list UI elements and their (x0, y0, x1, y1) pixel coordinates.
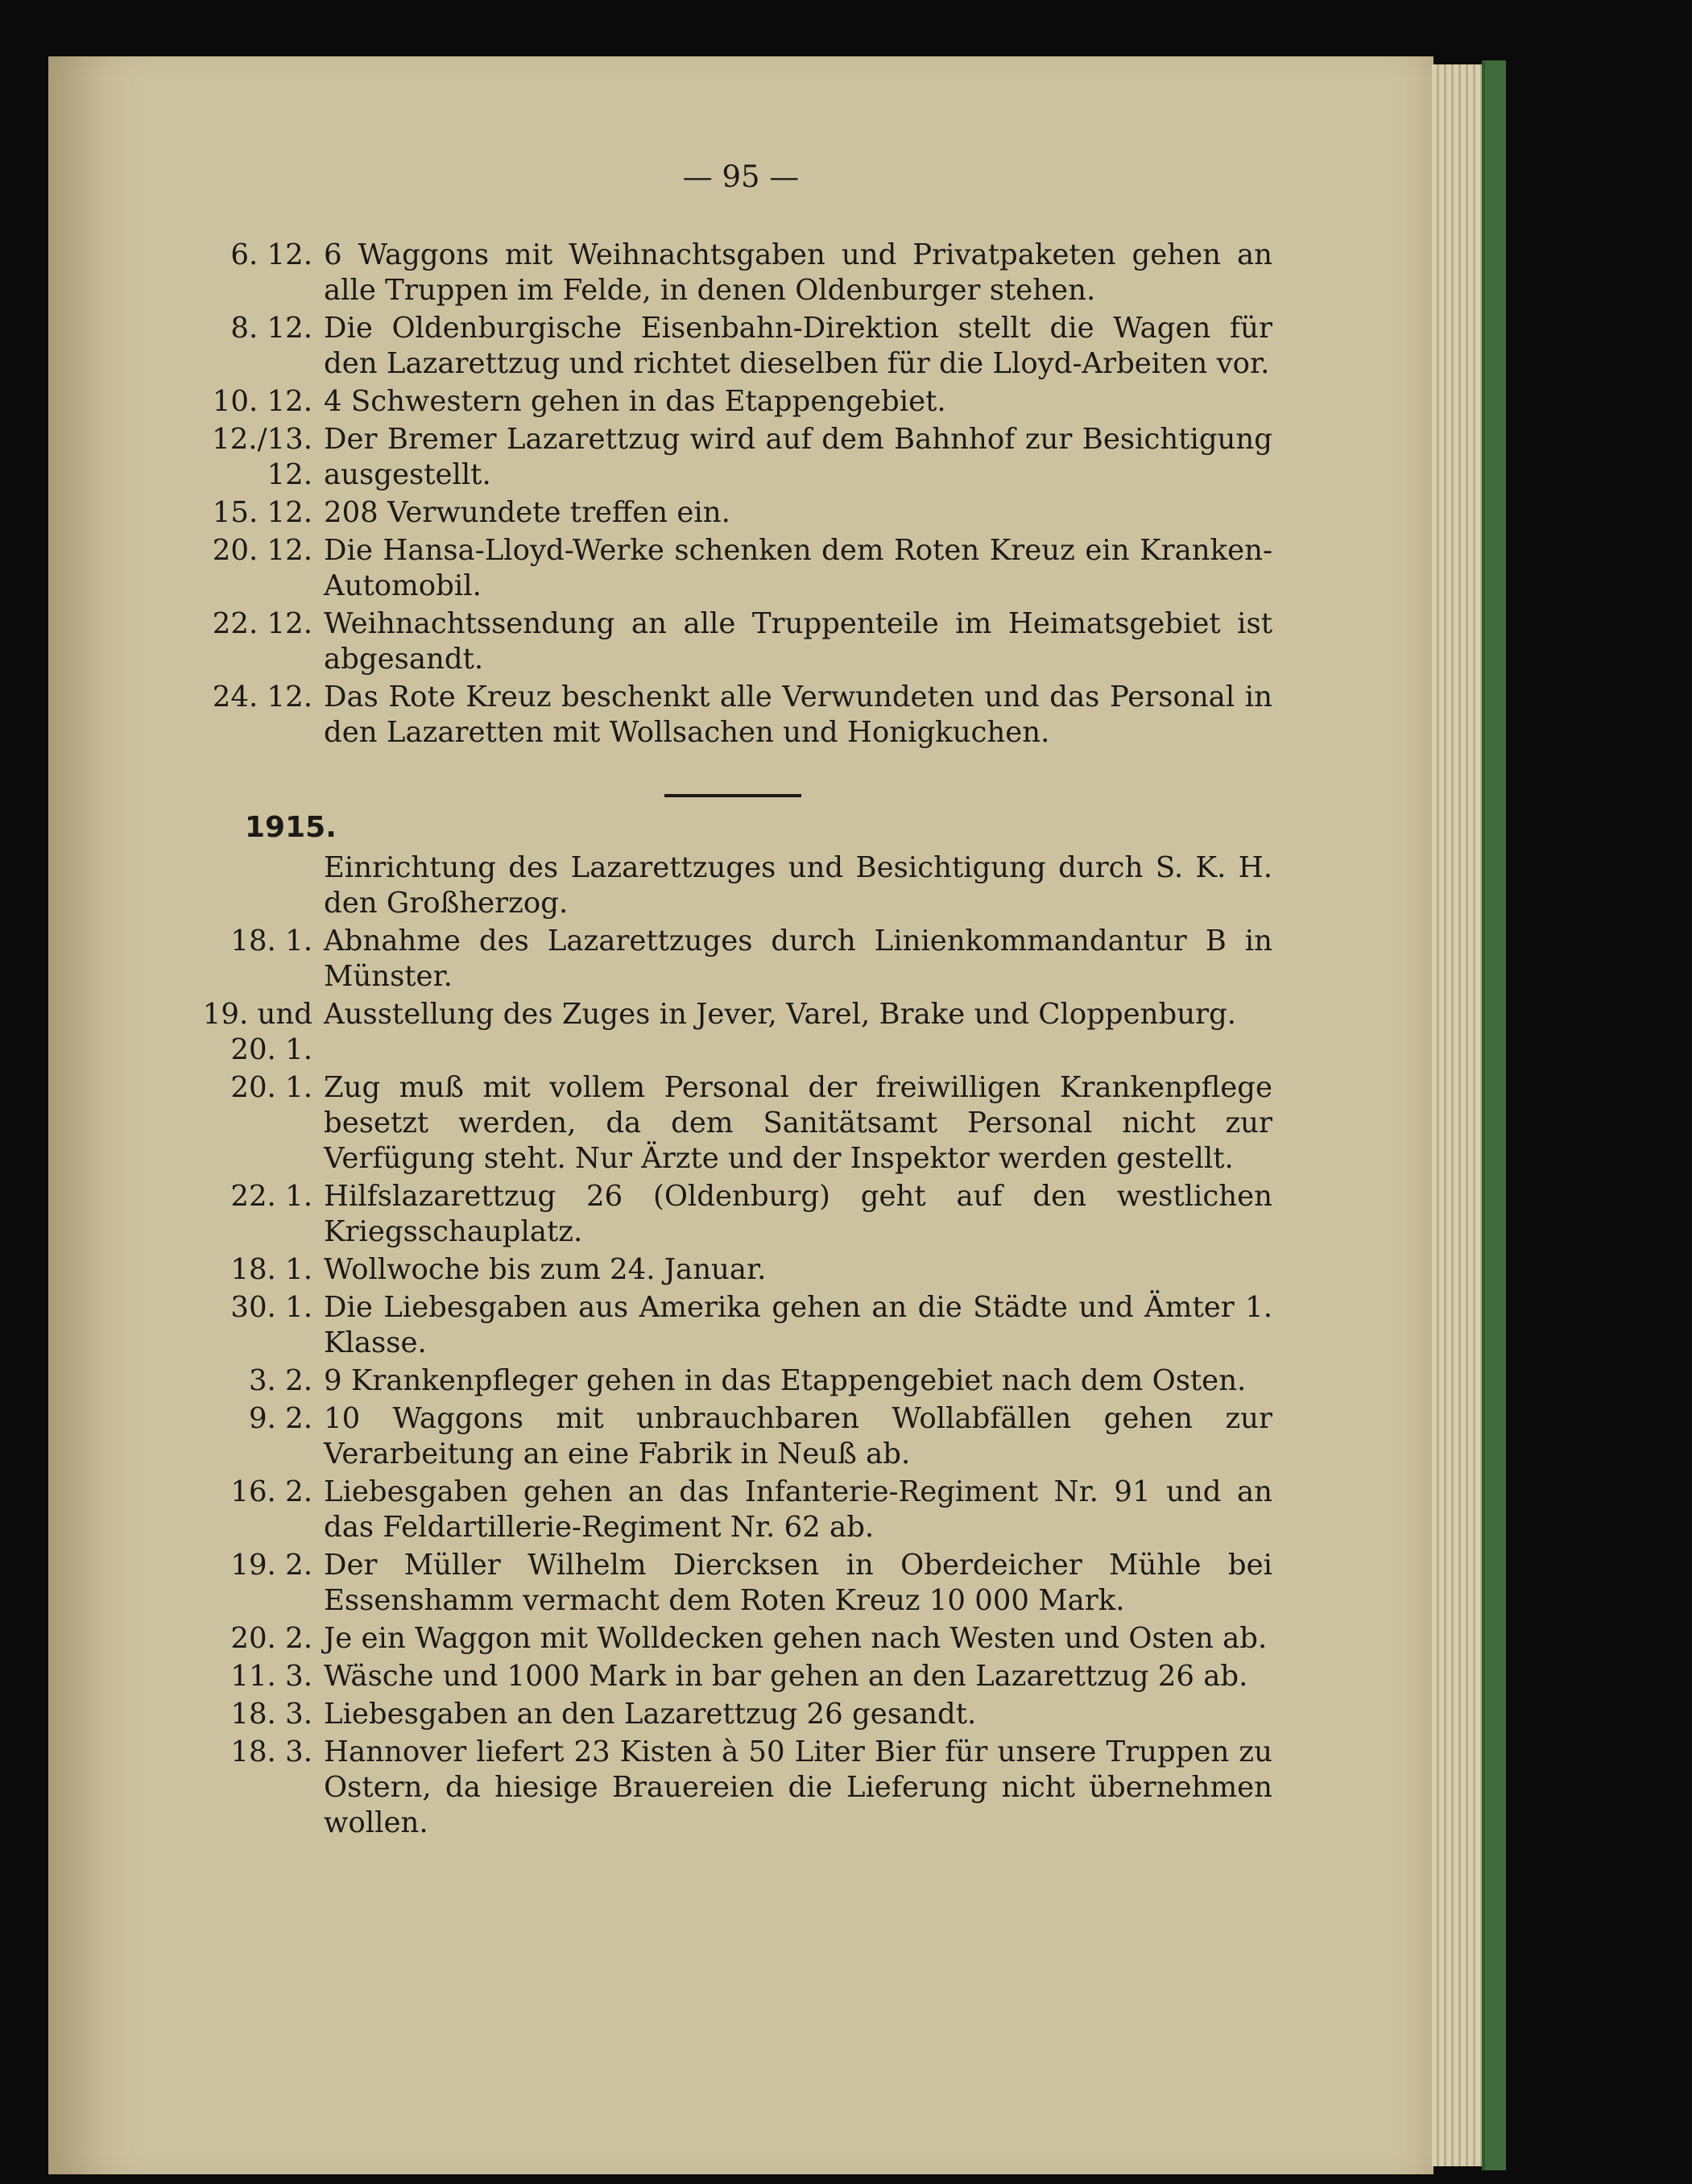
chronicle-entry (193, 495, 1272, 531)
entry-text: Liebesgaben an den Lazarettzug 26 gesandt. (324, 1698, 977, 1731)
entry-date: 19. und 20. 1. (202, 998, 312, 1066)
entry-date: 6. 12. (230, 238, 312, 271)
chronicle-entry (193, 311, 1272, 382)
chronicle-entry (193, 850, 1272, 921)
chronicle-entry (193, 1659, 1272, 1694)
page-number: — 95 — (682, 159, 800, 194)
entry-date: 22. 1. (230, 1180, 312, 1213)
entry-date: 18. 3. (230, 1735, 312, 1768)
entry-date: 18. 3. (230, 1698, 312, 1731)
chronicle-entry (193, 1070, 1272, 1177)
entry-date: 9. 2. (248, 1402, 312, 1435)
entry-text: Die Hansa-Lloyd-Werke schenken dem Roten Kreuz ein Kranken-Automobil. (324, 534, 1272, 602)
chronicle-entry (193, 1401, 1272, 1472)
entry-date: 16. 2. (230, 1475, 312, 1508)
book-cover-edge (1482, 60, 1506, 2170)
chronicle-entry (193, 533, 1272, 604)
entry-text: Liebesgaben gehen an das Infanterie-Regiment Nr. 91 und an das Feldartillerie-Regiment Nr. 62 ab. (324, 1475, 1272, 1544)
entry-text: Weihnachtssendung an alle Truppenteile im Heimatsgebiet ist abgesandt. (324, 607, 1272, 676)
entry-text: Der Müller Wilhelm Diercksen in Oberdeicher Mühle bei Essenshamm vermacht dem Roten Kreuz 10 000 Mark. (324, 1549, 1272, 1617)
entry-date: 15. 12. (212, 496, 312, 529)
chronicle-entry (193, 924, 1272, 995)
chronicle-entry (193, 1735, 1272, 1841)
entry-text: Je ein Waggon mit Wolldecken gehen nach Westen und Osten ab. (324, 1622, 1268, 1655)
chronicle-entry (193, 1179, 1272, 1250)
chronicle-entry (193, 997, 1272, 1068)
chronicle-entry (193, 1290, 1272, 1361)
chronicle-entries (193, 238, 1272, 1843)
chronicle-entry (193, 1697, 1272, 1732)
entry-date: 3. 2. (248, 1364, 312, 1397)
entry-date: 12./13. 12. (212, 423, 312, 491)
year-heading: 1915. (245, 811, 337, 844)
entry-text: Der Bremer Lazarettzug wird auf dem Bahnhof zur Besichtigung ausgestellt. (324, 423, 1272, 491)
entry-date: 24. 12. (212, 680, 312, 714)
entry-date: 11. 3. (230, 1660, 312, 1693)
chronicle-entry (193, 1475, 1272, 1545)
entry-date: 20. 2. (230, 1622, 312, 1655)
entry-date: 30. 1. (230, 1291, 312, 1324)
entry-text: 4 Schwestern gehen in das Etappengebiet. (324, 385, 946, 418)
entry-date: 8. 12. (230, 312, 312, 345)
chronicle-entry (193, 1252, 1272, 1288)
entry-text: Ausstellung des Zuges in Jever, Varel, Brake und Cloppenburg. (324, 998, 1237, 1031)
chronicle-entry (193, 606, 1272, 677)
entry-text: Hannover liefert 23 Kisten à 50 Liter Bier für unsere Truppen zu Ostern, da hiesige Brauereien die Lieferung nicht übernehmen wollen. (324, 1735, 1272, 1839)
entry-date: 18. 1. (230, 1253, 312, 1286)
entry-date: 19. 2. (230, 1549, 312, 1582)
entry-text: Hilfslazarettzug 26 (Oldenburg) geht auf den westlichen Kriegsschauplatz. (324, 1180, 1272, 1248)
chronicle-entry (193, 1548, 1272, 1619)
entry-text: 9 Krankenpfleger gehen in das Etappengebiet nach dem Osten. (324, 1364, 1247, 1397)
entry-text: Zug muß mit vollem Personal der freiwilligen Krankenpflege besetzt werden, da dem Sanitätsamt Personal nicht zur Verfügung steht. Nur Ärzte und der Inspektor werden gestellt. (324, 1071, 1272, 1175)
chronicle-entry (193, 1621, 1272, 1657)
entry-text: 208 Verwundete treffen ein. (324, 496, 730, 529)
chronicle-entry (193, 680, 1272, 751)
entries-1915 (193, 850, 1272, 1841)
entry-date: 20. 12. (212, 534, 312, 567)
entry-text: Abnahme des Lazarettzuges durch Linienkommandantur B in Münster. (324, 924, 1272, 993)
entry-text: 6 Waggons mit Weihnachtsgaben und Privatpaketen gehen an alle Truppen im Felde, in denen Oldenburger stehen. (324, 238, 1272, 307)
entry-date: 10. 12. (212, 385, 312, 418)
chronicle-entry (193, 422, 1272, 493)
entry-date: 22. 12. (212, 607, 312, 640)
chronicle-entry (193, 238, 1272, 308)
entries-1914 (193, 238, 1272, 751)
entry-text: Wäsche und 1000 Mark in bar gehen an den Lazarettzug 26 ab. (324, 1660, 1248, 1693)
entry-date: 18. 1. (230, 924, 312, 958)
page-edges (1432, 64, 1482, 2166)
entry-text: Die Liebesgaben aus Amerika gehen an die Städte und Ämter 1. Klasse. (324, 1291, 1272, 1359)
entry-text: Das Rote Kreuz beschenkt alle Verwundeten und das Personal in den Lazaretten mit Wollsachen und Honigkuchen. (324, 680, 1272, 749)
chronicle-entry (193, 1363, 1272, 1399)
entry-text: Einrichtung des Lazarettzuges und Besichtigung durch S. K. H. den Großherzog. (324, 851, 1272, 920)
entry-date: 20. 1. (230, 1071, 312, 1104)
section-divider (664, 794, 801, 797)
book-page (48, 56, 1433, 2174)
entry-text: Wollwoche bis zum 24. Januar. (324, 1253, 767, 1286)
entry-text: Die Oldenburgische Eisenbahn-Direktion stellt die Wagen für den Lazarettzug und richtet dieselben für die Lloyd-Arbeiten vor. (324, 312, 1272, 380)
entry-text: 10 Waggons mit unbrauchbaren Wollabfällen gehen zur Verarbeitung an eine Fabrik in Neuß ab. (324, 1402, 1272, 1470)
chronicle-entry (193, 384, 1272, 420)
